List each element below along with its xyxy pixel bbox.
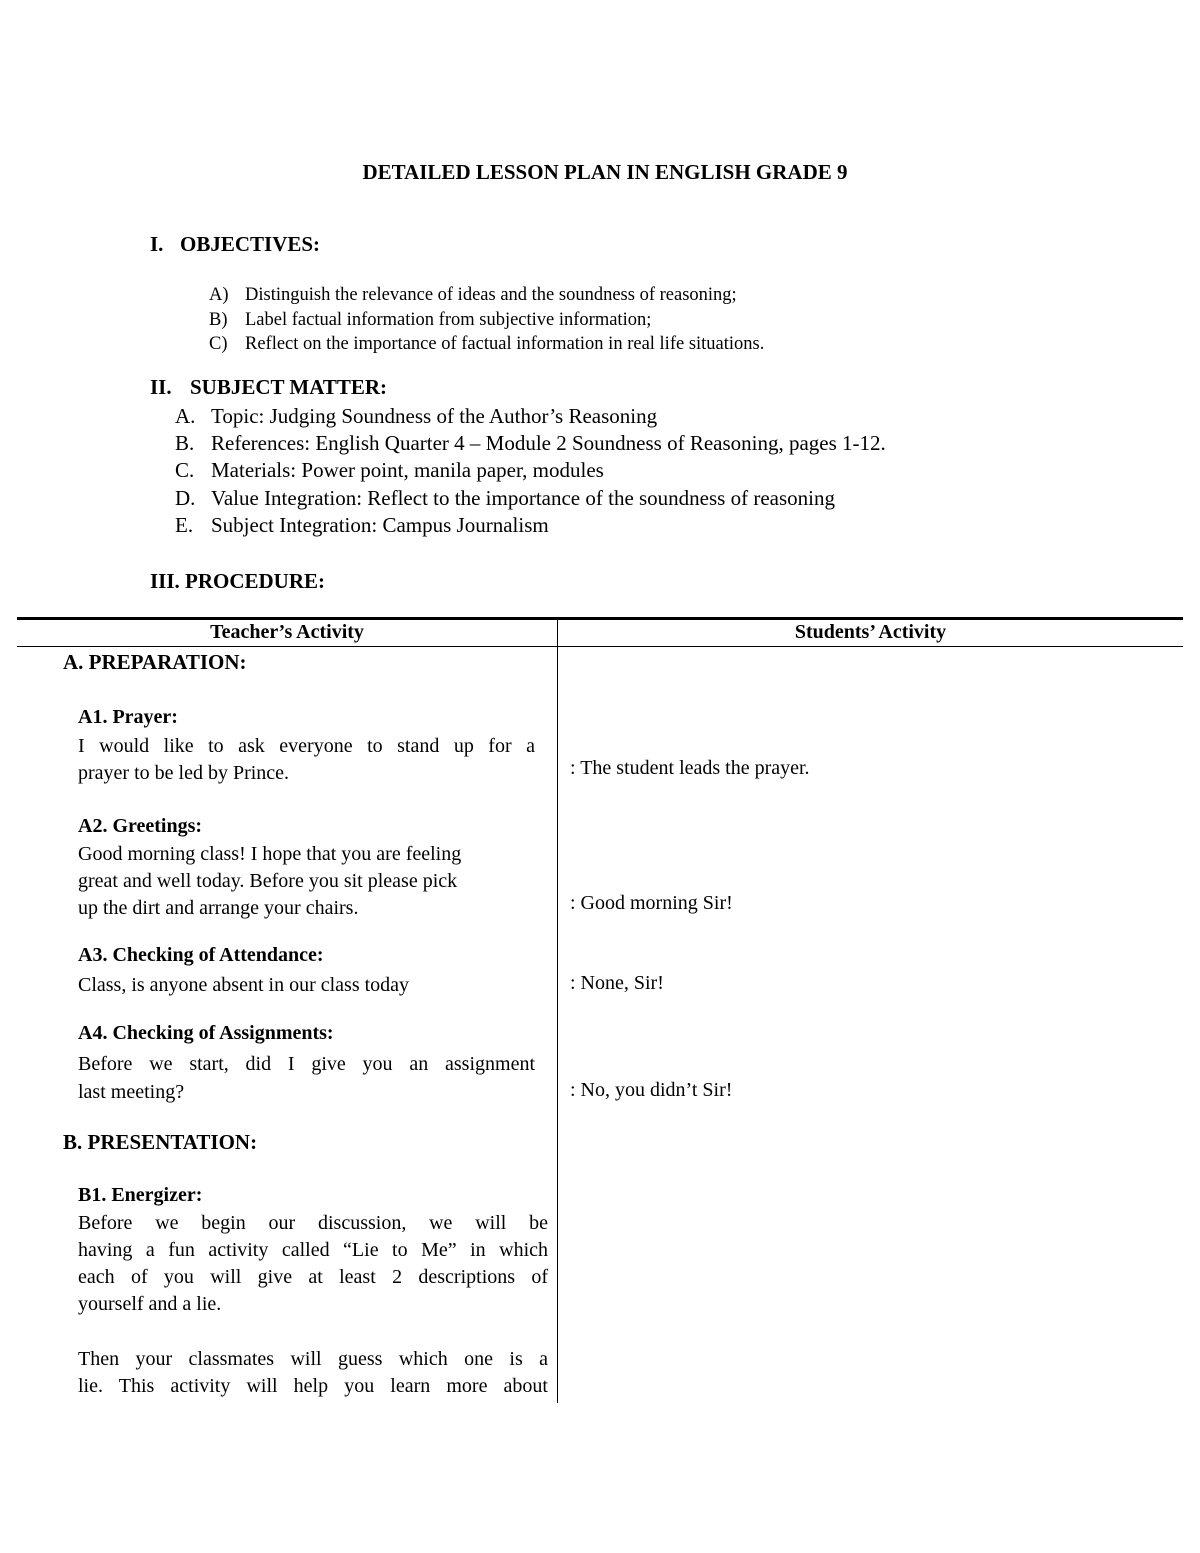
subject-item xyxy=(175,486,835,511)
subject-item xyxy=(175,431,886,456)
page-title: DETAILED LESSON PLAN IN ENGLISH GRADE 9 xyxy=(362,160,848,184)
section-presentation-heading: B. PRESENTATION: xyxy=(63,1130,258,1154)
greetings-label: A2. Greetings: xyxy=(78,815,203,837)
attendance-label: A3. Checking of Attendance: xyxy=(78,944,324,966)
energizer-line: lie. This activity will help you learn more about xyxy=(78,1375,548,1397)
energizer-label: B1. Energizer: xyxy=(78,1184,203,1206)
objectives-number: I. xyxy=(150,232,164,256)
objective-text: Distinguish the relevance of ideas and the soundness of reasoning; xyxy=(245,285,737,305)
objective-letter: C) xyxy=(209,334,228,354)
objective-text: Reflect on the importance of factual information in real life situations. xyxy=(245,334,765,354)
objective-letter: B) xyxy=(209,310,228,330)
assignments-line: Before we start, did I give you an assignment xyxy=(78,1053,535,1075)
table-header-rule xyxy=(17,646,1183,647)
subject-letter: D. xyxy=(175,486,196,510)
assignments-line: last meeting? xyxy=(78,1081,185,1103)
procedure-heading: III. PROCEDURE: xyxy=(150,569,326,593)
subject-letter: C. xyxy=(175,458,195,482)
prayer-line: I would like to ask everyone to stand up for a xyxy=(78,735,535,757)
energizer-line: Then your classmates will guess which one is a xyxy=(78,1348,548,1370)
energizer-line: Before we begin our discussion, we will be xyxy=(78,1212,548,1234)
subject-text: Topic: Judging Soundness of the Author’s Reasoning xyxy=(211,404,658,428)
assignments-response: : No, you didn’t Sir! xyxy=(570,1079,733,1101)
section-preparation-heading: A. PREPARATION: xyxy=(63,650,247,674)
objective-letter: A) xyxy=(209,285,229,305)
subject-text: Value Integration: Reflect to the importance of the soundness of reasoning xyxy=(211,486,835,510)
objectives-heading xyxy=(150,232,320,257)
subject-matter-title: SUBJECT MATTER: xyxy=(190,375,388,399)
column-header-teacher: Teacher’s Activity xyxy=(210,621,364,643)
greetings-line: up the dirt and arrange your chairs. xyxy=(78,897,359,919)
subject-letter: E. xyxy=(175,513,194,537)
subject-matter-number: II. xyxy=(150,375,172,399)
prayer-label: A1. Prayer: xyxy=(78,706,178,728)
subject-item xyxy=(175,404,657,429)
energizer-line: each of you will give at least 2 descriptions of xyxy=(78,1266,548,1288)
subject-letter: A. xyxy=(175,404,196,428)
prayer-response: : The student leads the prayer. xyxy=(570,757,810,779)
subject-item xyxy=(175,513,549,538)
subject-text: References: English Quarter 4 – Module 2 Soundness of Reasoning, pages 1-12. xyxy=(211,431,886,455)
prayer-line: prayer to be led by Prince. xyxy=(78,762,290,784)
objective-item xyxy=(209,285,737,306)
attendance-line: Class, is anyone absent in our class today xyxy=(78,974,410,996)
assignments-label: A4. Checking of Assignments: xyxy=(78,1022,334,1044)
column-header-students: Students’ Activity xyxy=(794,621,947,643)
energizer-line: having a fun activity called “Lie to Me” in which xyxy=(78,1239,548,1261)
objective-text: Label factual information from subjective information; xyxy=(245,310,652,330)
energizer-line: yourself and a lie. xyxy=(78,1293,222,1315)
table-column-divider xyxy=(557,617,558,1403)
subject-matter-heading xyxy=(150,375,387,400)
objective-item xyxy=(209,310,651,331)
subject-text: Subject Integration: Campus Journalism xyxy=(211,513,549,537)
objective-item xyxy=(209,334,764,355)
objectives-title: OBJECTIVES: xyxy=(180,232,321,256)
greetings-line: great and well today. Before you sit please pick xyxy=(78,870,458,892)
greetings-response: : Good morning Sir! xyxy=(570,892,733,914)
subject-letter: B. xyxy=(175,431,195,455)
attendance-response: : None, Sir! xyxy=(570,972,664,994)
table-top-rule xyxy=(17,617,1183,620)
greetings-line: Good morning class! I hope that you are feeling xyxy=(78,843,462,865)
subject-text: Materials: Power point, manila paper, modules xyxy=(211,458,604,482)
subject-item xyxy=(175,458,604,483)
